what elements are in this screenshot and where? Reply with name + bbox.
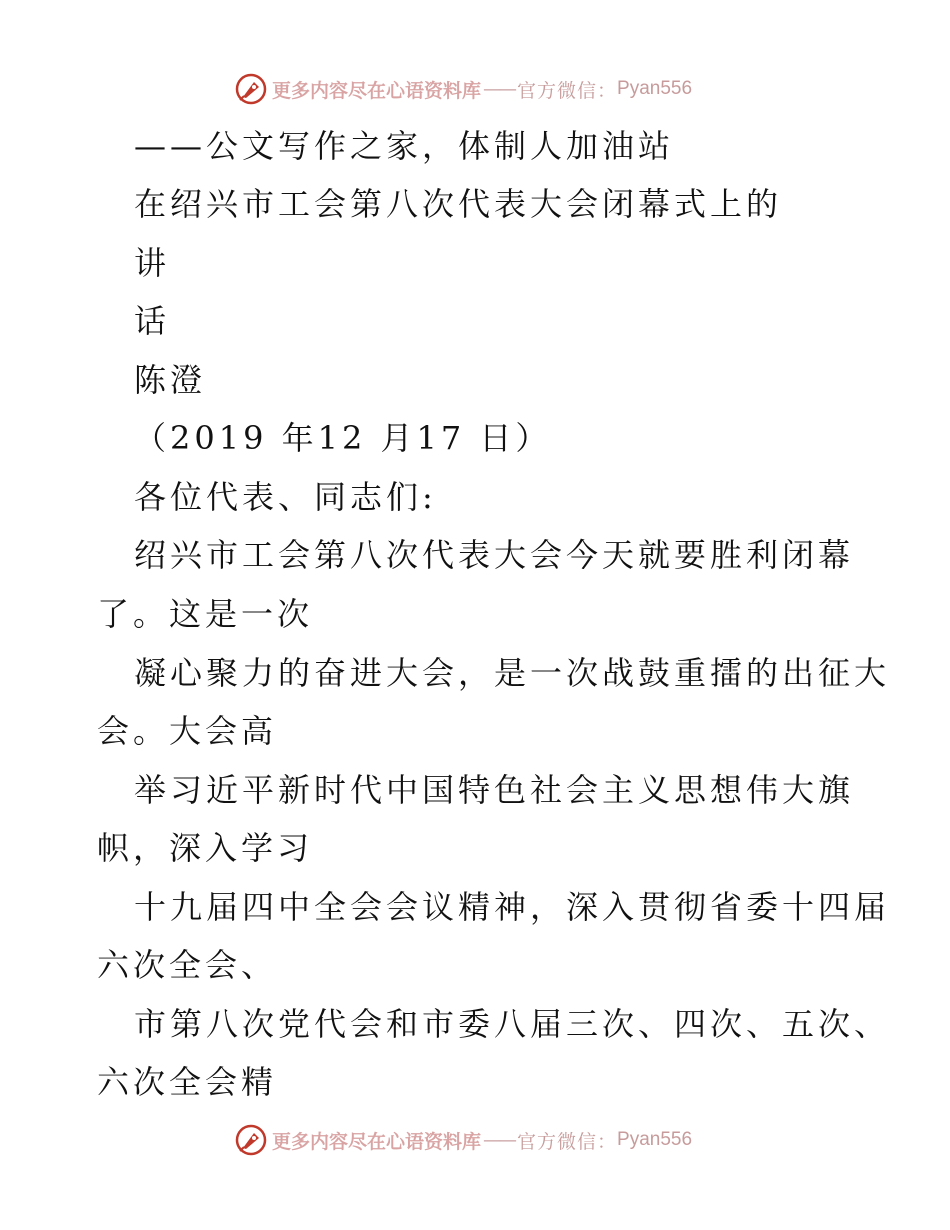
body-line: 凝心聚力的奋进大会，是一次战鼓重擂的出征大: [134, 654, 891, 692]
date-line: （2019 年12 月17 日）: [134, 419, 552, 457]
header-banner: [234, 72, 692, 106]
body-line: 帜，深入学习: [97, 829, 314, 867]
salutation-line: 各位代表、同志们:: [134, 478, 437, 516]
banner-label: 官方微信：: [517, 79, 618, 102]
title-line-1: 在绍兴市工会第八次代表大会闭幕式上的: [134, 185, 783, 223]
body-line: 会。大会高: [97, 712, 278, 750]
banner-account: Pyan556: [617, 1129, 693, 1150]
body-line: 市第八次党代会和市委八届三次、四次、五次、: [134, 1005, 891, 1043]
body-line: 了。这是一次: [97, 595, 314, 633]
body-line: 十九届四中全会会议精神，深入贯彻省委十四届: [134, 888, 891, 926]
body-line: 六次全会精: [97, 1063, 278, 1101]
body-line: 绍兴市工会第八次代表大会今天就要胜利闭幕: [134, 536, 855, 574]
title-line-2: 讲: [134, 244, 171, 282]
footer-banner: [234, 1123, 692, 1157]
pen-nib-logo-icon: [234, 1123, 268, 1157]
subtitle-line: ——公文写作之家，体制人加油站: [134, 127, 675, 165]
author-line: 陈澄: [134, 361, 207, 399]
banner-title: 更多内容尽在心语资料库: [272, 1130, 482, 1153]
banner-label: 官方微信：: [517, 1130, 618, 1153]
body-line: 六次全会、: [97, 946, 278, 984]
banner-account: Pyan556: [617, 78, 693, 99]
banner-separator: ——: [483, 1129, 516, 1151]
banner-separator: ——: [483, 78, 516, 100]
title-line-3: 话: [134, 302, 171, 340]
banner-title: 更多内容尽在心语资料库: [272, 79, 482, 102]
body-line: 举习近平新时代中国特色社会主义思想伟大旗: [134, 771, 855, 809]
pen-nib-logo-icon: [234, 72, 268, 106]
